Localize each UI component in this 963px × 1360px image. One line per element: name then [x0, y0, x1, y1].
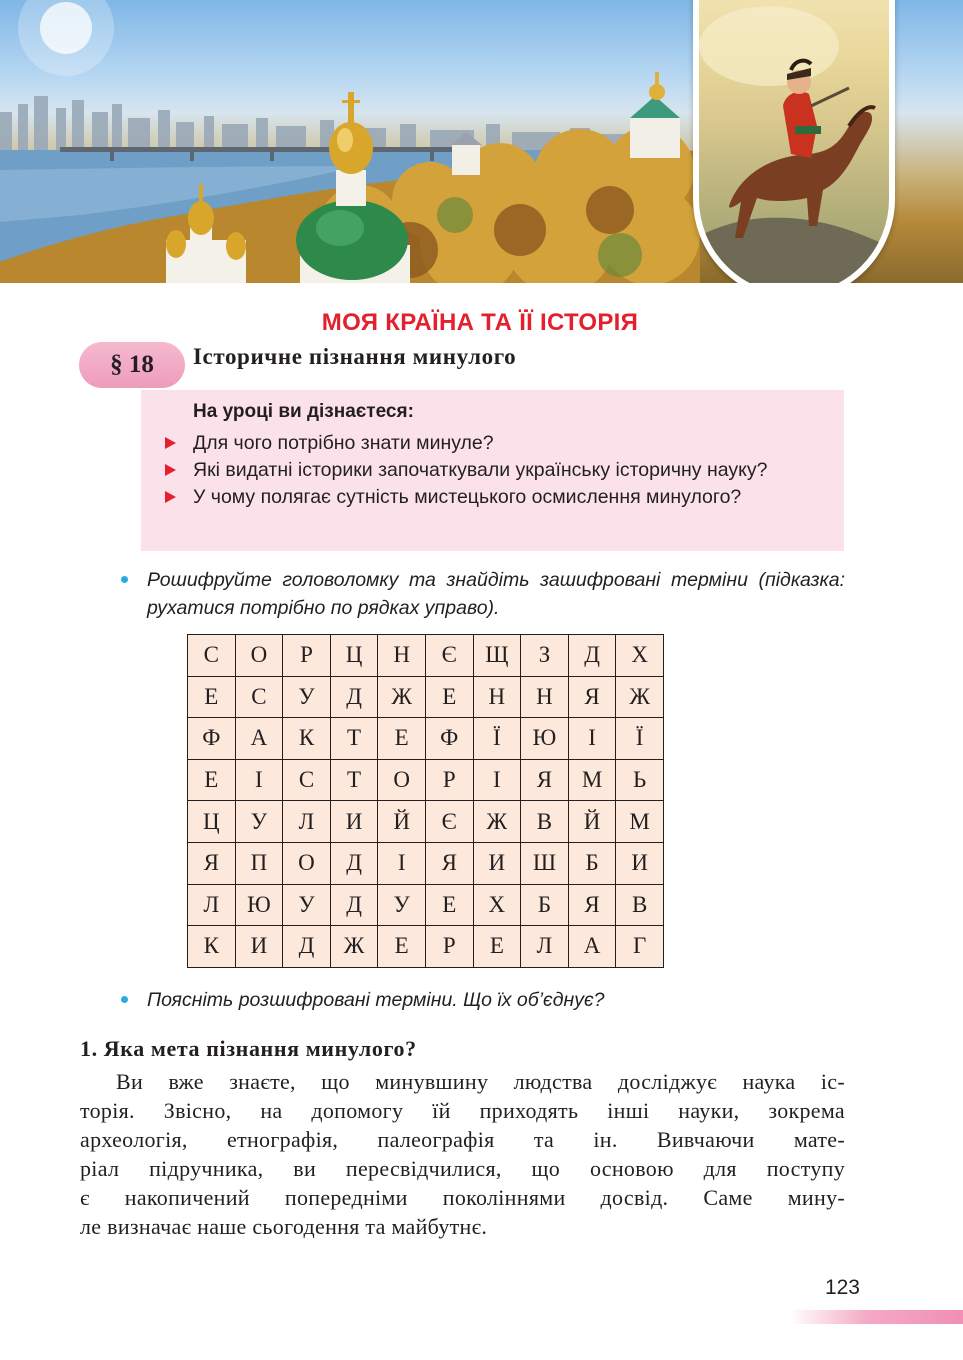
puzzle-cell: Е: [425, 676, 473, 718]
puzzle-row: [188, 718, 664, 760]
section-body-text: [80, 1067, 845, 1241]
puzzle-row: [188, 759, 664, 801]
puzzle-task: [121, 566, 845, 622]
puzzle-cell: И: [473, 842, 521, 884]
puzzle-cell: І: [235, 759, 283, 801]
puzzle-cell: Й: [378, 801, 426, 843]
puzzle-cell: Ю: [235, 884, 283, 926]
puzzle-cell: В: [521, 801, 569, 843]
puzzle-cell: У: [283, 884, 331, 926]
lesson-goal-item: [163, 484, 835, 511]
puzzle-cell: Ю: [521, 718, 569, 760]
puzzle-cell: Ш: [521, 842, 569, 884]
puzzle-cell: Я: [568, 676, 616, 718]
chapter-title: МОЯ КРАЇНА ТА ЇЇ ІСТОРІЯ: [321, 309, 639, 336]
puzzle-cell: Ж: [616, 676, 664, 718]
puzzle-cell: Ж: [378, 676, 426, 718]
puzzle-cell: О: [235, 635, 283, 677]
puzzle-cell: А: [568, 926, 616, 968]
puzzle-cell: Ї: [616, 718, 664, 760]
puzzle-cell: Я: [425, 842, 473, 884]
puzzle-cell: Б: [521, 884, 569, 926]
puzzle-cell: Я: [521, 759, 569, 801]
puzzle-cell: К: [188, 926, 236, 968]
puzzle-cell: Щ: [473, 635, 521, 677]
lesson-goal-text: Які видатні історики започаткували українську історичну науку?: [193, 459, 768, 481]
lesson-goals-list: [163, 430, 835, 511]
puzzle-cell: С: [188, 635, 236, 677]
puzzle-task-text: Рошифруйте головоломку та знайдіть зашифровані терміни (підказка: рухатися потрібно по рядках управо).: [147, 569, 845, 619]
puzzle-cell: Н: [378, 635, 426, 677]
puzzle-cell: А: [235, 718, 283, 760]
puzzle-row: [188, 801, 664, 843]
puzzle-cell: П: [235, 842, 283, 884]
puzzle-cell: Л: [521, 926, 569, 968]
puzzle-cell: Л: [188, 884, 236, 926]
blue-dot-icon: [121, 576, 128, 583]
puzzle-cell: Е: [378, 926, 426, 968]
puzzle-cell: Г: [616, 926, 664, 968]
puzzle-cell: Ж: [330, 926, 378, 968]
puzzle-cell: О: [378, 759, 426, 801]
section-title: 1. Яка мета пізнання минулого?: [80, 1036, 417, 1061]
puzzle-cell: Д: [330, 884, 378, 926]
puzzle-cell: М: [568, 759, 616, 801]
lesson-goal-text: У чому полягає сутність мистецького осмислення минулого?: [193, 486, 742, 508]
puzzle-cell: С: [235, 676, 283, 718]
puzzle-row: [188, 926, 664, 968]
puzzle-cell: Ї: [473, 718, 521, 760]
puzzle-cell: О: [283, 842, 331, 884]
puzzle-cell: І: [473, 759, 521, 801]
puzzle-cell: І: [568, 718, 616, 760]
puzzle-cell: З: [521, 635, 569, 677]
puzzle-cell: Д: [330, 842, 378, 884]
puzzle-cell: Е: [188, 676, 236, 718]
puzzle-cell: Д: [330, 676, 378, 718]
puzzle-cell: Ь: [616, 759, 664, 801]
body-line: ле визначає наше сьогодення та майбутнє.: [80, 1214, 488, 1239]
puzzle-cell: Л: [283, 801, 331, 843]
puzzle-cell: Є: [425, 635, 473, 677]
paragraph-number-badge: § 18: [79, 342, 185, 388]
puzzle-cell: Б: [568, 842, 616, 884]
lesson-goal-item: [163, 430, 835, 457]
cossack-rider-medallion: [693, 0, 895, 283]
puzzle-row: [188, 635, 664, 677]
body-line: археологія, етнографія, палеографія та ін. Вивчаючи мате-: [80, 1127, 845, 1152]
puzzle-cell: И: [330, 801, 378, 843]
puzzle-cell: Р: [283, 635, 331, 677]
puzzle-cell: У: [235, 801, 283, 843]
puzzle-cell: Є: [425, 801, 473, 843]
puzzle-cell: Е: [473, 926, 521, 968]
puzzle-cell: Х: [616, 635, 664, 677]
puzzle-cell: Т: [330, 759, 378, 801]
lesson-goals-heading: На уроці ви дізнаєтеся:: [193, 401, 414, 422]
puzzle-cell: Р: [425, 926, 473, 968]
body-line: ріал підручника, ви пересвідчилися, що основою для поступу: [80, 1156, 845, 1181]
puzzle-cell: Е: [378, 718, 426, 760]
page-edge-stripe: [790, 1310, 963, 1324]
puzzle-cell: М: [616, 801, 664, 843]
explain-task-text: Поясніть розшифровані терміни. Що їх об’єднує?: [147, 989, 605, 1011]
puzzle-cell: Ф: [188, 718, 236, 760]
puzzle-cell: Е: [425, 884, 473, 926]
puzzle-cell: И: [616, 842, 664, 884]
puzzle-cell: Ц: [330, 635, 378, 677]
puzzle-cell: І: [378, 842, 426, 884]
page-number: 123: [824, 1276, 860, 1299]
puzzle-cell: Р: [425, 759, 473, 801]
puzzle-cell: Я: [188, 842, 236, 884]
puzzle-cell: Ц: [188, 801, 236, 843]
puzzle-cell: Н: [473, 676, 521, 718]
lesson-goal-text: Для чого потрібно знати минуле?: [193, 432, 494, 454]
puzzle-cell: Д: [283, 926, 331, 968]
letter-puzzle-grid: [187, 634, 664, 968]
red-triangle-icon: [165, 437, 176, 449]
puzzle-row: [188, 676, 664, 718]
puzzle-cell: У: [283, 676, 331, 718]
puzzle-row: [188, 884, 664, 926]
blue-dot-icon: [121, 996, 128, 1003]
puzzle-cell: Ф: [425, 718, 473, 760]
puzzle-cell: С: [283, 759, 331, 801]
puzzle-cell: Е: [188, 759, 236, 801]
body-line: Ви вже знаєте, що минувшину людства досліджує наука іс-: [116, 1069, 845, 1094]
puzzle-cell: Х: [473, 884, 521, 926]
header-banner-image: [0, 0, 963, 283]
puzzle-cell: Ж: [473, 801, 521, 843]
explain-task: [121, 986, 845, 1014]
lesson-goal-item: [163, 457, 835, 484]
lesson-goals-box: [141, 390, 844, 551]
puzzle-cell: И: [235, 926, 283, 968]
body-line: торія. Звісно, на допомогу їй приходять інші науки, зокрема: [80, 1098, 845, 1123]
red-triangle-icon: [165, 464, 176, 476]
puzzle-cell: Й: [568, 801, 616, 843]
puzzle-cell: Я: [568, 884, 616, 926]
puzzle-cell: В: [616, 884, 664, 926]
puzzle-cell: Д: [568, 635, 616, 677]
cossack-horseman-illustration: [699, 0, 889, 283]
paragraph-title: Історичне пізнання минулого: [193, 344, 517, 369]
puzzle-cell: Н: [521, 676, 569, 718]
red-triangle-icon: [165, 491, 176, 503]
puzzle-cell: Т: [330, 718, 378, 760]
puzzle-cell: К: [283, 718, 331, 760]
puzzle-cell: У: [378, 884, 426, 926]
body-line: є накопичений попередніми поколіннями досвід. Саме мину-: [80, 1185, 845, 1210]
puzzle-row: [188, 842, 664, 884]
